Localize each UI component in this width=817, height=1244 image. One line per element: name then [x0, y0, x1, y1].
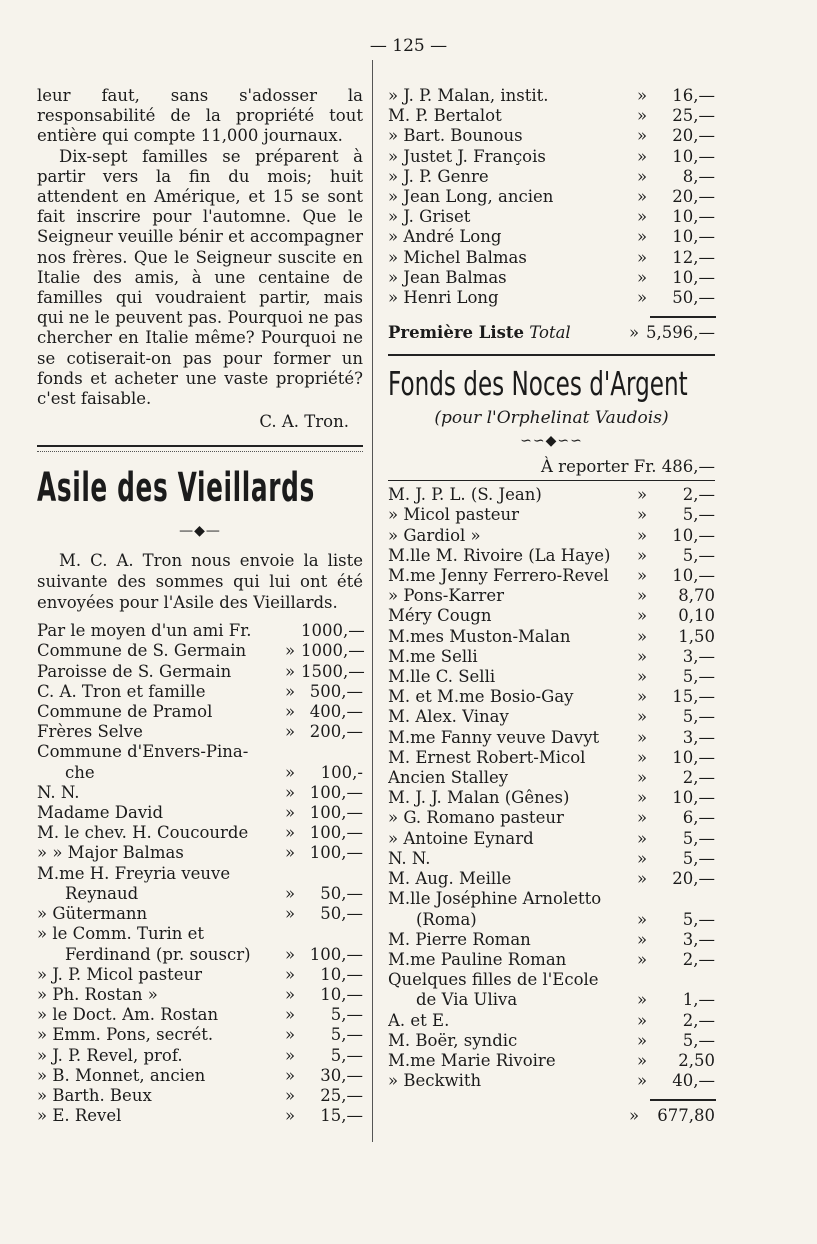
donation-amount: 100,— — [309, 803, 363, 823]
donation-amount: 10,— — [672, 747, 715, 767]
quote-mark: » — [284, 964, 296, 984]
quote-mark: » — [636, 707, 648, 727]
quote-mark: » — [636, 207, 648, 227]
sum-rule — [650, 316, 716, 318]
donation-amount: 5,— — [330, 1005, 363, 1025]
list-item — [388, 187, 715, 207]
donation-amount: 400,— — [309, 702, 363, 722]
donation-amount: 200,— — [309, 722, 363, 742]
quote-mark: » — [636, 227, 648, 247]
donation-amount: 2,50 — [678, 1050, 715, 1070]
quote-mark: » — [636, 505, 648, 525]
donation-amount: 5,— — [682, 828, 715, 848]
donor-name: M. et M.me Bosio-Gay — [388, 687, 574, 707]
quote-mark: » — [284, 1005, 296, 1025]
donation-amount: 50,— — [672, 288, 715, 308]
donation-amount: 15,— — [320, 1106, 363, 1126]
ornament-right: ∽∽◆∽∽ — [520, 433, 583, 450]
heading-asile: Asile des Vieillards — [37, 465, 315, 512]
donation-amount: 10,— — [672, 788, 715, 808]
list-item — [388, 1071, 715, 1091]
donation-amount: 1000,— — [301, 621, 365, 641]
quote-mark: » — [284, 883, 296, 903]
donor-name: de Via Uliva — [416, 990, 518, 1010]
donation-amount: 15,— — [672, 687, 715, 707]
quote-mark: » — [636, 187, 648, 207]
list-item — [388, 930, 715, 950]
donation-amount: 10,— — [672, 146, 715, 166]
section-divider — [37, 445, 363, 452]
quote-mark: » — [636, 848, 648, 868]
donor-name: M. Ernest Robert-Micol — [388, 747, 586, 767]
quote-mark: » — [636, 727, 648, 747]
donation-amount: 8,— — [682, 166, 715, 186]
total-amount: 5,596,— — [646, 323, 715, 343]
quote-mark: » — [636, 545, 648, 565]
donor-name: » Bart. Bounous — [388, 126, 523, 146]
donation-amount: 50,— — [320, 904, 363, 924]
quote-mark: » — [284, 1085, 296, 1105]
donation-amount: 2,— — [682, 949, 715, 969]
donation-amount: 20,— — [672, 187, 715, 207]
quote-mark: » — [636, 525, 648, 545]
donation-amount: 10,— — [672, 267, 715, 287]
quote-mark: » — [284, 823, 296, 843]
list-item — [388, 526, 715, 546]
quote-mark: » — [636, 1010, 648, 1030]
quote-mark: » — [284, 1106, 296, 1126]
list-item — [37, 662, 363, 682]
list-item — [37, 904, 363, 924]
donor-name: » Emm. Pons, secrét. — [37, 1025, 214, 1045]
list-item — [388, 788, 715, 808]
quote-mark: » — [284, 1045, 296, 1065]
donor-name: » Justet J. François — [388, 146, 546, 166]
final-quote: » — [628, 1106, 640, 1126]
donor-name: » Barth. Beux — [37, 1085, 152, 1105]
donor-name: » J. P. Genre — [388, 166, 489, 186]
quote-mark: » — [284, 702, 296, 722]
list-item — [388, 207, 715, 227]
donation-amount: 500,— — [309, 681, 363, 701]
donation-amount: 5,— — [682, 1030, 715, 1050]
donation-amount — [301, 924, 363, 944]
quote-mark: » — [284, 1025, 296, 1045]
list-item — [388, 950, 715, 970]
donor-name: Commune de S. Germain — [37, 641, 247, 661]
paragraph-1: leur faut, sans s'adosser la responsabilité de la propriété tout entière qui compte 11,000 journaux. — [37, 86, 363, 146]
list-item — [37, 1106, 363, 1126]
list-item — [388, 869, 715, 889]
quote-mark: » — [284, 944, 296, 964]
donation-amount: 2,— — [682, 485, 715, 505]
donor-name: M. Boër, syndic — [388, 1030, 518, 1050]
total-word: Total — [529, 323, 571, 343]
donor-name: » » Major Balmas — [37, 843, 184, 863]
donor-name: Par le moyen d'un ami Fr. — [37, 621, 252, 641]
donor-name: Ferdinand (pr. souscr) — [65, 944, 251, 964]
donor-name: » E. Revel — [37, 1106, 122, 1126]
donor-name: M.lle M. Rivoire (La Haye) — [388, 545, 611, 565]
donor-name: (Roma) — [416, 909, 477, 929]
quote-mark: » — [284, 843, 296, 863]
donor-name: » Jean Long, ancien — [388, 187, 554, 207]
donation-amount: 3,— — [682, 727, 715, 747]
donor-name: » Pons-Karrer — [388, 586, 504, 606]
donation-amount: 3,— — [682, 929, 715, 949]
list-item — [37, 783, 363, 803]
quote-mark — [631, 889, 653, 909]
donation-amount: 5,— — [682, 707, 715, 727]
donor-name: » Michel Balmas — [388, 247, 527, 267]
list-item — [37, 1005, 363, 1025]
donor-name: M.me Fanny veuve Davyt — [388, 727, 600, 747]
list-item — [388, 248, 715, 268]
donation-amount: 2,— — [682, 768, 715, 788]
donor-name: » Ph. Rostan » — [37, 984, 158, 1004]
donation-amount: 10,— — [672, 207, 715, 227]
page-number: — 125 — — [369, 36, 448, 56]
list-item — [388, 485, 715, 505]
list-item — [37, 945, 363, 965]
list-item — [388, 566, 715, 586]
section-divider-right — [388, 354, 715, 356]
quote-mark: » — [284, 904, 296, 924]
donor-name: » Jean Balmas — [388, 267, 507, 287]
donor-name: C. A. Tron et famille — [37, 681, 206, 701]
list-item — [388, 990, 715, 1010]
quote-mark: » — [636, 1030, 648, 1050]
quote-mark: » — [284, 782, 296, 802]
donor-name: » le Doct. Am. Rostan — [37, 1005, 219, 1025]
donor-name: M. Aug. Meille — [388, 869, 512, 889]
carry-forward: À reporter Fr. 486,— — [541, 457, 715, 477]
intro-text: M. C. A. Tron nous envoie la liste suivante des sommes qui lui ont été envoyées pour l'Asile des Vieillards. — [37, 551, 363, 613]
list-item — [388, 505, 715, 525]
quote-mark — [279, 924, 301, 944]
quote-mark: » — [636, 566, 648, 586]
donor-name: » J. P. Malan, instit. — [388, 86, 549, 105]
donor-name: Méry Cougn — [388, 606, 492, 626]
left-column — [37, 86, 363, 1126]
donor-name: M.lle C. Selli — [388, 667, 496, 687]
quote-mark: » — [636, 86, 648, 105]
donation-amount: 5,— — [330, 1025, 363, 1045]
list-item — [37, 823, 363, 843]
donation-amount — [653, 889, 715, 909]
list-item — [388, 167, 715, 187]
quote-mark: » — [636, 146, 648, 166]
donation-amount: 10,— — [672, 227, 715, 247]
donor-name: che — [65, 762, 95, 782]
list-item — [388, 606, 715, 626]
donation-amount: 40,— — [672, 1071, 715, 1091]
total-quote: » — [628, 323, 640, 343]
donation-amount: 6,— — [682, 808, 715, 828]
list-item — [388, 808, 715, 828]
list-item — [388, 268, 715, 288]
quote-mark — [279, 621, 301, 641]
list-item — [37, 864, 363, 884]
list-item — [388, 227, 715, 247]
list-item — [37, 985, 363, 1005]
donor-name: » Micol pasteur — [388, 505, 519, 525]
donor-name: M. J. J. Malan (Gênes) — [388, 788, 570, 808]
list-item — [37, 722, 363, 742]
carry-rule — [388, 480, 715, 481]
donation-list — [37, 621, 363, 1126]
donor-name: M.mes Muston-Malan — [388, 626, 571, 646]
list-item — [37, 1066, 363, 1086]
donor-name: Commune de Pramol — [37, 702, 213, 722]
list-item — [388, 147, 715, 167]
donor-name: N. N. — [388, 848, 431, 868]
quote-mark: » — [284, 641, 296, 661]
list-item — [388, 126, 715, 146]
list-item — [37, 763, 363, 783]
ornament: —◆— — [179, 523, 221, 540]
list-item — [388, 1011, 715, 1031]
quote-mark — [631, 970, 653, 990]
list-item — [388, 707, 715, 727]
quote-mark: » — [284, 762, 296, 782]
right-column — [388, 86, 715, 1127]
quote-mark: » — [636, 247, 648, 267]
donor-name: M.me Jenny Ferrero-Revel — [388, 566, 609, 586]
donation-amount: 10,— — [320, 964, 363, 984]
list-item — [388, 768, 715, 788]
quote-mark: » — [636, 768, 648, 788]
final-total-row — [388, 1105, 715, 1127]
list-item — [37, 742, 363, 762]
quote-mark: » — [636, 288, 648, 308]
donation-amount: 10,— — [672, 525, 715, 545]
quote-mark: » — [636, 828, 648, 848]
quote-mark: » — [636, 126, 648, 146]
donor-name: » Antoine Eynard — [388, 828, 534, 848]
list-item — [37, 621, 363, 641]
donation-amount: 3,— — [682, 646, 715, 666]
donation-amount — [301, 864, 363, 884]
quote-mark: » — [636, 485, 648, 505]
final-rule — [650, 1099, 716, 1101]
donation-amount: 10,— — [672, 566, 715, 586]
quote-mark: » — [636, 606, 648, 626]
donation-amount: 20,— — [672, 126, 715, 146]
donation-amount — [653, 970, 715, 990]
list-item — [388, 1031, 715, 1051]
quote-mark: » — [636, 788, 648, 808]
quote-mark: » — [284, 803, 296, 823]
list-item — [388, 86, 715, 106]
donation-amount: 8,70 — [678, 586, 715, 606]
list-item — [388, 288, 715, 308]
donation-amount: 20,— — [672, 869, 715, 889]
list-item — [388, 667, 715, 687]
list-item — [37, 641, 363, 661]
donation-amount: 1,— — [682, 990, 715, 1010]
list-item — [37, 682, 363, 702]
quote-mark: » — [636, 808, 648, 828]
list-item — [388, 970, 715, 990]
donation-amount: 100,— — [309, 944, 363, 964]
list-item — [388, 728, 715, 748]
list-item — [388, 910, 715, 930]
quote-mark: » — [636, 1050, 648, 1070]
donation-amount: 30,— — [320, 1065, 363, 1085]
donor-name: » Beckwith — [388, 1071, 482, 1091]
quote-mark: » — [284, 722, 296, 742]
donor-name: M. Alex. Vinay — [388, 707, 509, 727]
donor-name: M.me Marie Rivoire — [388, 1050, 556, 1070]
donation-amount: 10,— — [320, 984, 363, 1004]
list-item — [388, 748, 715, 768]
total-label: Première Liste — [388, 323, 525, 343]
list-item — [388, 687, 715, 707]
quote-mark: » — [636, 586, 648, 606]
donor-name: » Henri Long — [388, 288, 499, 308]
donation-amount: 0,10 — [678, 606, 715, 626]
donation-amount: 2,— — [682, 1010, 715, 1030]
donation-amount: 50,— — [320, 883, 363, 903]
column-divider — [372, 60, 373, 1142]
donor-name: » André Long — [388, 227, 502, 247]
donor-name: M. J. P. L. (S. Jean) — [388, 485, 542, 505]
donation-amount: 5,— — [682, 505, 715, 525]
list-item — [37, 1086, 363, 1106]
quote-mark: » — [284, 1065, 296, 1085]
donor-name: » G. Romano pasteur — [388, 808, 564, 828]
donor-name: Paroisse de S. Germain — [37, 661, 232, 681]
list-item — [37, 803, 363, 823]
donation-amount: 5,— — [330, 1045, 363, 1065]
donor-name: M.lle Joséphine Arnoletto — [388, 889, 602, 909]
list-item — [388, 586, 715, 606]
donor-name: » Gütermann — [37, 904, 148, 924]
quote-mark: » — [636, 949, 648, 969]
donation-amount: 100,— — [309, 782, 363, 802]
donation-amount: 25,— — [320, 1085, 363, 1105]
donation-amount: 12,— — [672, 247, 715, 267]
quote-mark — [279, 864, 301, 884]
list-item — [388, 546, 715, 566]
donor-name: N. N. — [37, 782, 80, 802]
donor-name: Frères Selve — [37, 722, 143, 742]
list-item — [388, 1051, 715, 1071]
donor-name: » J. P. Micol pasteur — [37, 964, 203, 984]
donor-name: » B. Monnet, ancien — [37, 1065, 206, 1085]
donation-amount: 5,— — [682, 909, 715, 929]
donor-name: Reynaud — [65, 883, 139, 903]
donor-name: A. et E. — [388, 1010, 450, 1030]
quote-mark: » — [636, 869, 648, 889]
list-item — [37, 843, 363, 863]
donor-name: » J. P. Revel, prof. — [37, 1045, 183, 1065]
donation-amount: 100,— — [309, 843, 363, 863]
quote-mark: » — [636, 626, 648, 646]
total-row — [388, 322, 715, 344]
donation-amount: 16,— — [672, 86, 715, 105]
donation-amount: 1500,— — [301, 661, 365, 681]
list-item — [37, 924, 363, 944]
list-item — [37, 1025, 363, 1045]
donor-name: » le Comm. Turin et — [37, 924, 205, 944]
donor-name: M. P. Bertalot — [388, 106, 502, 126]
quote-mark: » — [284, 681, 296, 701]
quote-mark: » — [636, 106, 648, 126]
donation-amount — [301, 742, 363, 762]
paragraph-2: Dix-sept familles se préparent à partir vers la fin du mois; huit attendent en Amérique, et 15 se sont fait inscrire pour l'automne. Que le Seigneur veuille bénir et accompagner nos frères. Que le Seigneur suscite en Italie des amis, à une centaine de familles qui voudraient partir, mais qui ne le peuvent pas. Pourquoi ne pas chercher en Italie même? Pourquoi ne se cotiserait-on pas pour former un fonds et acheter une vaste propriété? c'est faisable. — [37, 146, 363, 409]
donor-name: M.me Selli — [388, 646, 478, 666]
donor-name: Ancien Stalley — [388, 768, 509, 788]
quote-mark — [279, 742, 301, 762]
subheading: (pour l'Orphelinat Vaudois) — [434, 408, 669, 429]
list-item — [37, 702, 363, 722]
list-item — [388, 889, 715, 909]
quote-mark: » — [636, 1071, 648, 1091]
quote-mark: » — [284, 984, 296, 1004]
donor-name: Madame David — [37, 803, 164, 823]
donor-name: M. Pierre Roman — [388, 929, 531, 949]
list-item — [37, 1046, 363, 1066]
quote-mark: » — [636, 747, 648, 767]
quote-mark: » — [636, 667, 648, 687]
list-item — [388, 627, 715, 647]
donation-amount: 5,— — [682, 667, 715, 687]
donor-name: » Gardiol » — [388, 525, 481, 545]
quote-mark: » — [636, 929, 648, 949]
donor-name: M.me Pauline Roman — [388, 949, 567, 969]
list-item — [388, 106, 715, 126]
donor-name: Quelques filles de l'Ecole — [388, 970, 599, 990]
donor-name: Commune d'Envers-Pina- — [37, 742, 249, 762]
donation-list-fonds — [388, 485, 715, 1091]
list-item — [37, 965, 363, 985]
quote-mark: » — [284, 661, 296, 681]
donation-amount: 5,— — [682, 848, 715, 868]
donor-name: » J. Griset — [388, 207, 471, 227]
final-amount: 677,80 — [657, 1106, 715, 1126]
list-item — [388, 829, 715, 849]
donation-amount: 1000,— — [301, 641, 365, 661]
heading-fonds: Fonds des Noces d'Argent — [388, 364, 688, 404]
donation-amount: 1,50 — [678, 626, 715, 646]
quote-mark: » — [636, 909, 648, 929]
list-item — [37, 884, 363, 904]
list-item — [388, 849, 715, 869]
donor-name: M. le chev. H. Coucourde — [37, 823, 249, 843]
donation-amount: 5,— — [682, 545, 715, 565]
donation-list-continued — [388, 86, 715, 308]
donation-amount: 100,- — [320, 762, 363, 782]
quote-mark: » — [636, 166, 648, 186]
donation-amount: 100,— — [309, 823, 363, 843]
donor-name: M.me H. Freyria veuve — [37, 863, 231, 883]
quote-mark: » — [636, 267, 648, 287]
list-item — [388, 647, 715, 667]
quote-mark: » — [636, 990, 648, 1010]
quote-mark: » — [636, 646, 648, 666]
quote-mark: » — [636, 687, 648, 707]
donation-amount: 25,— — [672, 106, 715, 126]
signature: C. A. Tron. — [259, 412, 349, 432]
